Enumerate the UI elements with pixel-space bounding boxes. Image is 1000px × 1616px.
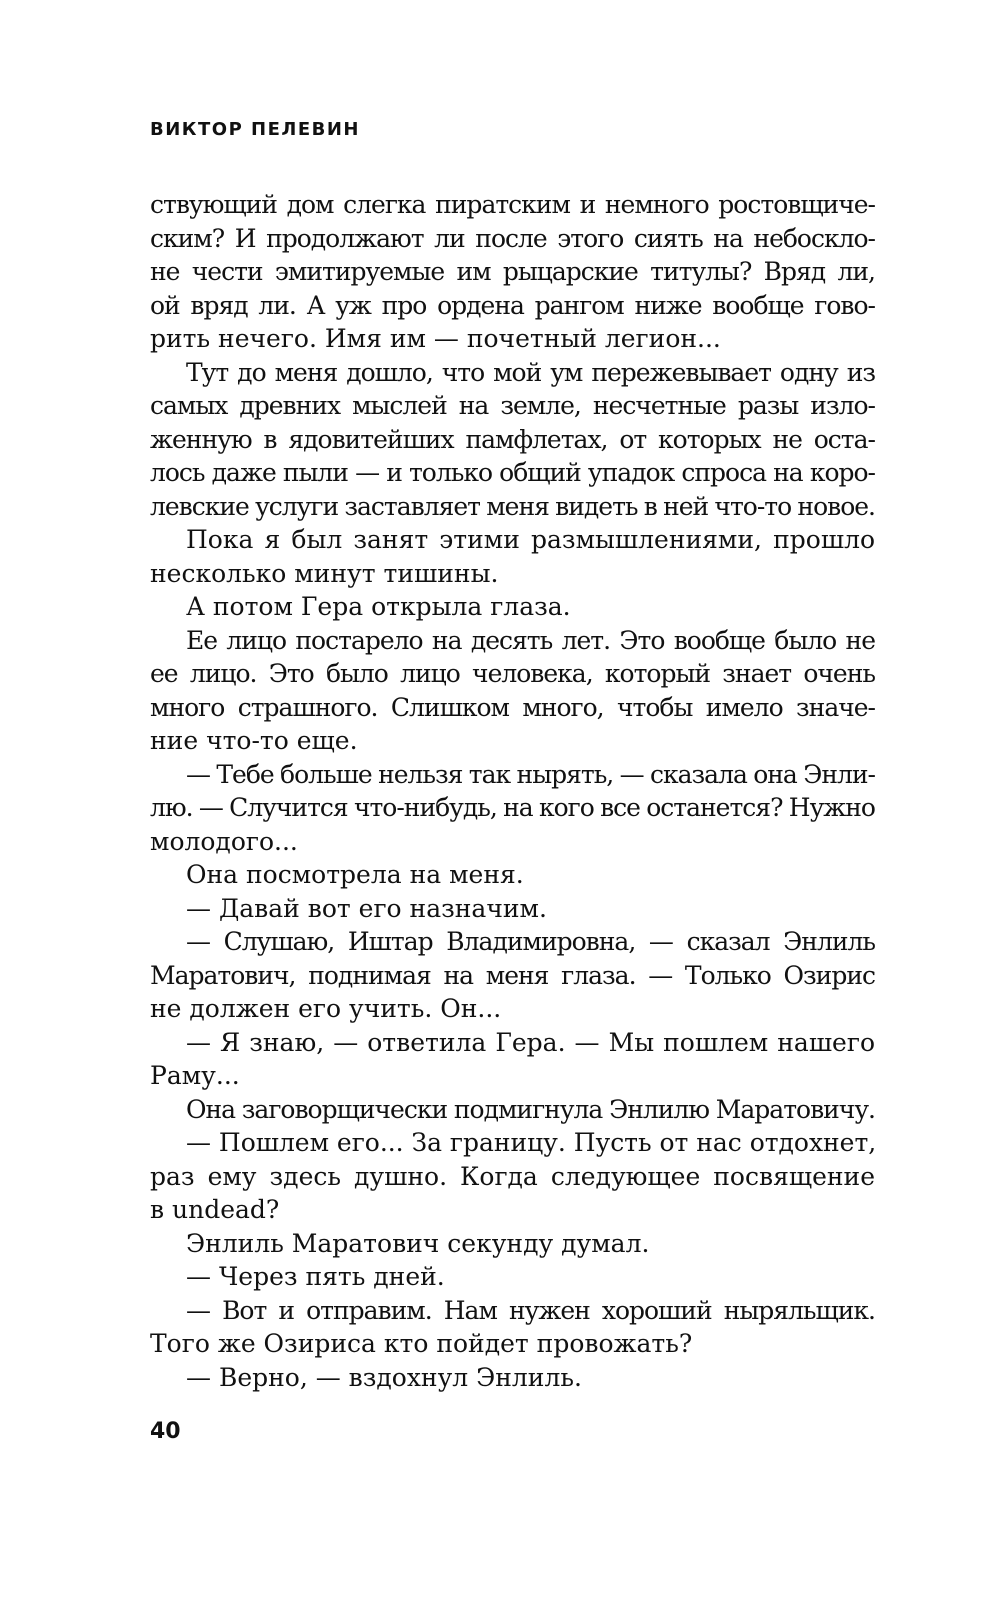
text-line: — Давай вот его назначим. xyxy=(186,893,547,923)
page-number: 40 xyxy=(150,1419,181,1444)
text-line: Она заговорщически подмигнула Энлилю Маратовичу. xyxy=(186,1094,875,1124)
text-line: ствующий дом слегка пиратским и немного ростовщиче- xyxy=(150,190,875,219)
text-line: — Верно, — вздохнул Энлиль. xyxy=(186,1362,582,1392)
text-line: Ее лицо постарело на десять лет. Это вообще было не xyxy=(186,625,875,655)
text-line: Она посмотрела на меня. xyxy=(186,860,524,889)
text-line: несколько минут тишины. xyxy=(150,558,499,588)
text-line: Раму... xyxy=(150,1061,240,1090)
text-line: Энлиль Маратович секунду думал. xyxy=(186,1228,650,1258)
text-line: ой вряд ли. А уж про ордена рангом ниже вообще гово- xyxy=(150,290,875,320)
text-line: ее лицо. Это было лицо человека, который знает очень xyxy=(150,659,875,688)
text-line: самых древних мыслей на земле, несчетные разы изло- xyxy=(150,391,875,420)
body-text xyxy=(150,188,875,1394)
text-line: лось даже пыли — и только общий упадок спроса на коро- xyxy=(150,458,875,487)
text-line: не чести эмитируемые им рыцарские титулы? Вряд ли, xyxy=(150,257,875,286)
text-line: — Слушаю, Иштар Владимировна, — сказал Энлиль xyxy=(186,927,875,956)
text-line: — Тебе больше нельзя так нырять, — сказала она Энли- xyxy=(186,759,875,789)
text-line: рить нечего. Имя им — почетный легион... xyxy=(150,324,721,353)
text-line: Маратович, поднимая на меня глаза. — Только Озирис xyxy=(150,960,875,990)
text-line: женную в ядовитейших памфлетах, от которых не оста- xyxy=(150,424,875,454)
text-line: левские услуги заставляет меня видеть в ней что-то новое. xyxy=(150,491,875,521)
text-line: — Через пять дней. xyxy=(186,1262,445,1291)
text-line: ским? И продолжают ли после этого сиять на небоскло- xyxy=(150,223,875,253)
text-line: Того же Озириса кто пойдет провожать? xyxy=(150,1329,693,1358)
text-line: в undead? xyxy=(150,1195,280,1224)
text-line: — Я знаю, — ответила Гера. — Мы пошлем нашего xyxy=(186,1027,875,1057)
text-line: молодого... xyxy=(150,826,298,856)
text-line: не должен его учить. Он... xyxy=(150,994,502,1023)
text-line: — Вот и отправим. Нам нужен хороший ныряльщик. xyxy=(186,1295,875,1325)
text-line: Тут до меня дошло, что мой ум пережевывает одну из xyxy=(186,357,875,387)
text-line: А потом Гера открыла глаза. xyxy=(186,592,571,621)
text-line: много страшного. Слишком много, чтобы имело значе- xyxy=(150,692,875,722)
text-line: раз ему здесь душно. Когда следующее посвящение xyxy=(150,1161,875,1191)
text-line: Пока я был занят этими размышлениями, прошло xyxy=(186,525,875,554)
text-line: ние что-то еще. xyxy=(150,726,358,755)
text-line: — Пошлем его... За границу. Пусть от нас отдохнет, xyxy=(186,1128,877,1157)
text-line: лю. — Случится что-нибудь, на кого все останется? Нужно xyxy=(150,793,875,822)
running-head: ВИКТОР ПЕЛЕВИН xyxy=(150,119,360,140)
